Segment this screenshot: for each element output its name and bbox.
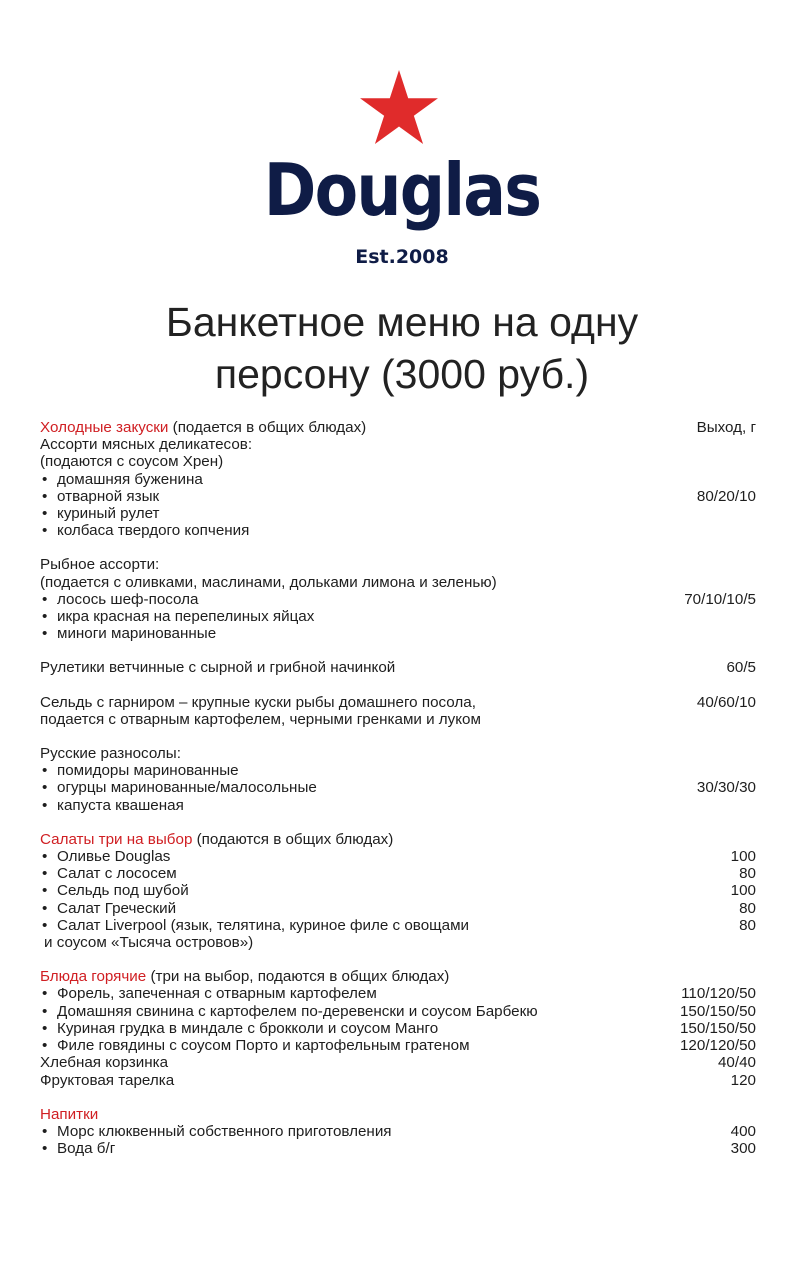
- list-item-row: [40, 1140, 756, 1157]
- dish-name: Рулетики ветчинные с сырной и грибной начинкой: [40, 659, 396, 677]
- weight-value: 60/5: [726, 659, 756, 677]
- list-item-row: [40, 591, 756, 608]
- list-item: • миноги маринованные: [40, 625, 756, 642]
- weight-value: 110/120/50: [681, 985, 756, 1003]
- list-item: • Салат Греческий: [40, 900, 727, 917]
- weight-value: 150/150/50: [679, 1019, 756, 1037]
- list-item: • огурцы маринованные/малосольные: [40, 779, 685, 796]
- weight-value: 300: [730, 1140, 756, 1158]
- list-item: • куриный рулет: [40, 505, 756, 522]
- list-item: • Вода б/г: [40, 1140, 719, 1157]
- section-heading: Напитки: [40, 1105, 99, 1123]
- section-heading: Салаты три на выбор: [40, 830, 193, 848]
- section-hot-dishes: [40, 968, 756, 1088]
- list-item: • Сельдь под шубой: [40, 882, 719, 899]
- list-item: • капуста квашеная: [40, 797, 756, 814]
- list-item-row: [40, 1123, 756, 1140]
- weight-value: 70/10/10/5: [684, 590, 756, 608]
- section-salads: [40, 831, 756, 951]
- weight-value: 120/120/50: [679, 1037, 756, 1055]
- title-line-1: Банкетное меню на одну: [165, 299, 639, 345]
- list-item-row: [40, 779, 756, 796]
- dish-name: Хлебная корзинка: [40, 1054, 169, 1072]
- weight-value: 100: [730, 848, 756, 866]
- list-item: • отварной язык: [40, 488, 685, 505]
- section-heading: Блюда горячие: [40, 968, 147, 986]
- list-item-row: [40, 865, 756, 882]
- list-item: • икра красная на перепелиных яйцах: [40, 608, 756, 625]
- list-item-row: [40, 488, 756, 505]
- dish-subnote: (подается с оливками, маслинами, дольками лимона и зеленью): [40, 573, 497, 591]
- dish-subnote: (подаются с соусом Хрен): [40, 453, 224, 471]
- list-item: • Салат с лососем: [40, 865, 727, 882]
- dish-name: Фруктовая тарелка: [40, 1071, 175, 1089]
- column-header-weight: Выход, г: [696, 419, 756, 436]
- dish-name: Сельдь с гарниром – крупные куски рыбы домашнего посола,: [40, 693, 476, 711]
- list-item: • помидоры маринованные: [40, 762, 756, 779]
- brand-logo: Douglas: [263, 148, 541, 232]
- list-item-row: [40, 985, 756, 1002]
- weight-value: 80/20/10: [696, 487, 756, 505]
- brand-established: Est.2008: [355, 246, 449, 268]
- list-item: • Форель, запеченная с отварным картофелем: [40, 985, 669, 1002]
- dish-name: Ассорти мясных деликатесов:: [40, 436, 253, 454]
- section-rolls: [40, 659, 756, 676]
- list-item: • Морс клюквенный собственного приготовления: [40, 1123, 719, 1140]
- weight-value: 120: [730, 1071, 756, 1089]
- list-item-row: [40, 1003, 756, 1020]
- list-item-row: [40, 900, 756, 917]
- weight-value: 80: [739, 899, 756, 917]
- list-item-row: [40, 882, 756, 899]
- list-item-row: [40, 659, 756, 676]
- list-item: • Домашняя свинина с картофелем по-деревенски и соусом Барбекю: [40, 1003, 668, 1020]
- list-item-row: [40, 1020, 756, 1037]
- section-note: (три на выбор, подаются в общих блюдах): [146, 968, 450, 986]
- list-item-row: [40, 848, 756, 865]
- list-item-row: [40, 694, 756, 711]
- list-item-row: [40, 917, 756, 934]
- list-item: • Оливье Douglas: [40, 848, 719, 865]
- page-title: [0, 296, 804, 400]
- weight-value: 100: [730, 882, 756, 900]
- weight-value: 30/30/30: [696, 779, 756, 797]
- weight-value: 40/60/10: [696, 693, 756, 711]
- list-item: • колбаса твердого копчения: [40, 522, 756, 539]
- list-item: • Салат Liverpool (язык, телятина, куриное филе с овощами: [40, 917, 727, 934]
- section-fish: [40, 556, 756, 642]
- section-header: [40, 831, 756, 848]
- list-item: • лосось шеф-посола: [40, 591, 672, 608]
- menu: [40, 419, 756, 1174]
- section-note: (подаются в общих блюдах): [192, 830, 394, 848]
- list-item: • Филе говядины с соусом Порто и картофельным гратеном: [40, 1037, 668, 1054]
- list-item-continuation: и соусом «Тысяча островов»): [44, 934, 254, 952]
- section-drinks: [40, 1106, 756, 1158]
- dish-name: Рыбное ассорти:: [40, 556, 160, 574]
- red-star-icon: [360, 70, 438, 144]
- section-heading: Холодные закуски: [40, 419, 169, 436]
- section-note: (подается в общих блюдах): [168, 419, 367, 436]
- list-item: • домашняя буженина: [40, 471, 756, 488]
- dish-description: подается с отварным картофелем, черными гренками и луком: [40, 710, 481, 728]
- list-item-row: [40, 1054, 756, 1071]
- weight-value: 400: [730, 1122, 756, 1140]
- weight-value: 80: [739, 916, 756, 934]
- section-header: [40, 419, 756, 436]
- list-item-row: [40, 1037, 756, 1054]
- section-pickles: [40, 745, 756, 814]
- section-header: [40, 968, 756, 985]
- section-herring: [40, 694, 756, 728]
- title-line-2: персону (3000 руб.): [214, 351, 590, 397]
- section-cold-starters: [40, 419, 756, 539]
- dish-name: Русские разносолы:: [40, 745, 181, 763]
- weight-value: 40/40: [717, 1054, 756, 1072]
- weight-value: 150/150/50: [679, 1002, 756, 1020]
- list-item: • Куриная грудка в миндале с брокколи и соусом Манго: [40, 1020, 668, 1037]
- list-item-row: [40, 1072, 756, 1089]
- weight-value: 80: [739, 865, 756, 883]
